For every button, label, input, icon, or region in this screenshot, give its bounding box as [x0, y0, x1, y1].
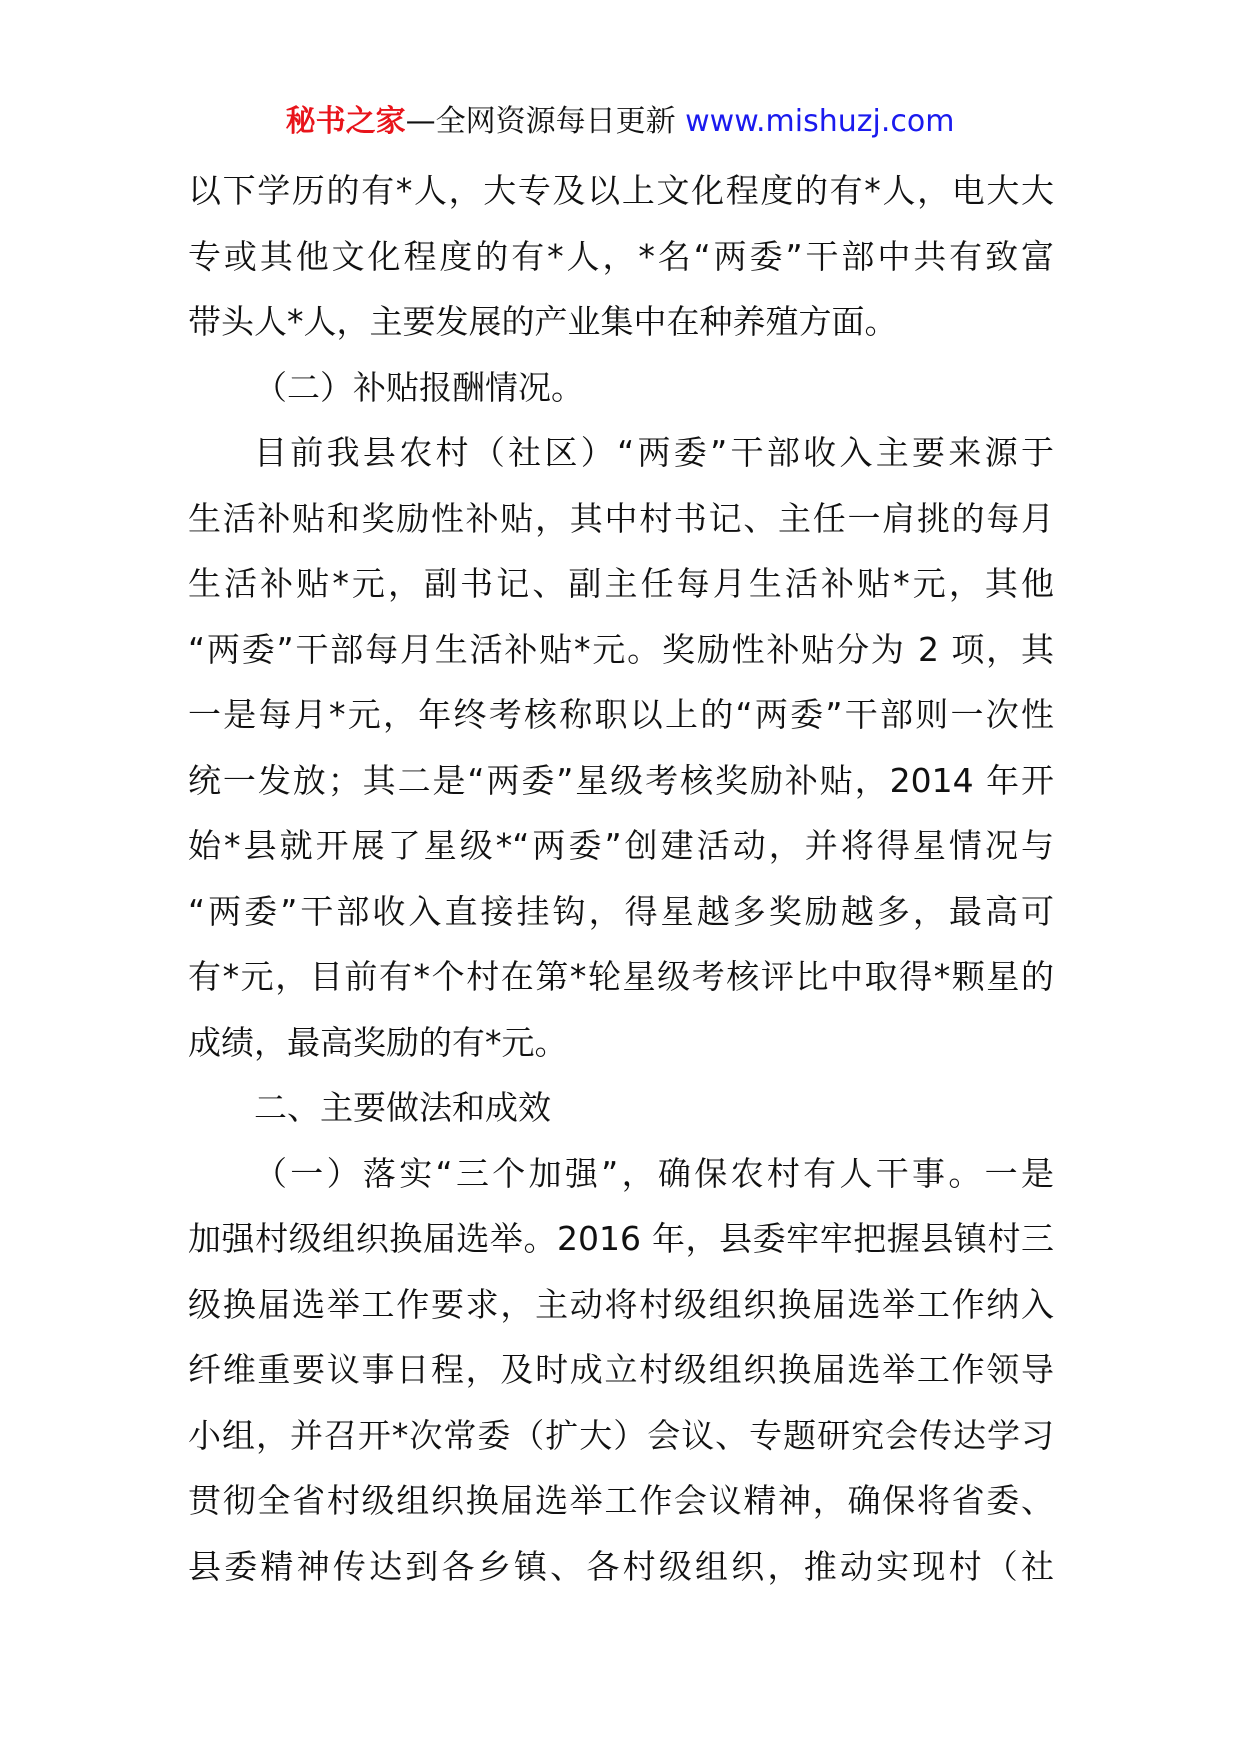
text-line: 生活补贴和奖励性补贴，其中村书记、主任一肩挑的每月	[188, 498, 1054, 538]
page-header	[0, 98, 1240, 146]
text-line: 生活补贴*元，副书记、副主任每月生活补贴*元，其他	[188, 564, 1054, 603]
text-line: 统一发放；其二是“两委”星级考核奖励补贴，2014 年开	[188, 760, 1054, 800]
text-line: 县委精神传达到各乡镇、各村级组织，推动实现村（社	[188, 1546, 1054, 1586]
text-line: 以下学历的有*人，大专及以上文化程度的有*人，电大大	[188, 171, 1054, 210]
text-line: 纤维重要议事日程，及时成立村级组织换届选举工作领导	[188, 1350, 1054, 1389]
section-heading: （二）补贴报酬情况。	[254, 367, 584, 407]
text-line: 级换届选举工作要求，主动将村级组织换届选举工作纳入	[188, 1284, 1054, 1324]
text-line: 始*县就开展了星级*“两委”创建活动，并将得星情况与	[188, 826, 1054, 865]
text-line: （一）落实“三个加强”，确保农村有人干事。一是	[254, 1153, 1054, 1193]
text-line: 小组，并召开*次常委（扩大）会议、专题研究会传达学习	[188, 1415, 1054, 1455]
text-line: 目前我县农村（社区）“两委”干部收入主要来源于	[254, 433, 1054, 472]
text-line: 带头人*人，主要发展的产业集中在种养殖方面。	[188, 302, 898, 341]
text-line: 贯彻全省村级组织换届选举工作会议精神，确保将省委、	[188, 1481, 1054, 1520]
text-line: “两委”干部收入直接挂钩，得星越多奖励越多，最高可	[188, 891, 1054, 931]
text-line: 有*元，目前有*个村在第*轮星级考核评比中取得*颗星的	[188, 957, 1054, 996]
text-line: 专或其他文化程度的有*人，*名“两委”干部中共有致富	[188, 236, 1054, 276]
text-line: 加强村级组织换届选举。2016 年，县委牢牢把握县镇村三	[188, 1219, 1054, 1258]
text-line: 一是每月*元，年终考核称职以上的“两委”干部则一次性	[188, 695, 1054, 734]
document-body	[188, 158, 1054, 1599]
section-heading: 二、主要做法和成效	[254, 1088, 551, 1127]
header-brand: 秘书之家	[285, 104, 406, 139]
header-slogan: —全网资源每日更新	[405, 104, 676, 139]
text-line: 成绩，最高奖励的有*元。	[188, 1022, 568, 1062]
text-line: “两委”干部每月生活补贴*元。奖励性补贴分为 2 项，其	[188, 629, 1054, 669]
header-url[interactable]: www.mishuzj.com	[685, 104, 955, 139]
